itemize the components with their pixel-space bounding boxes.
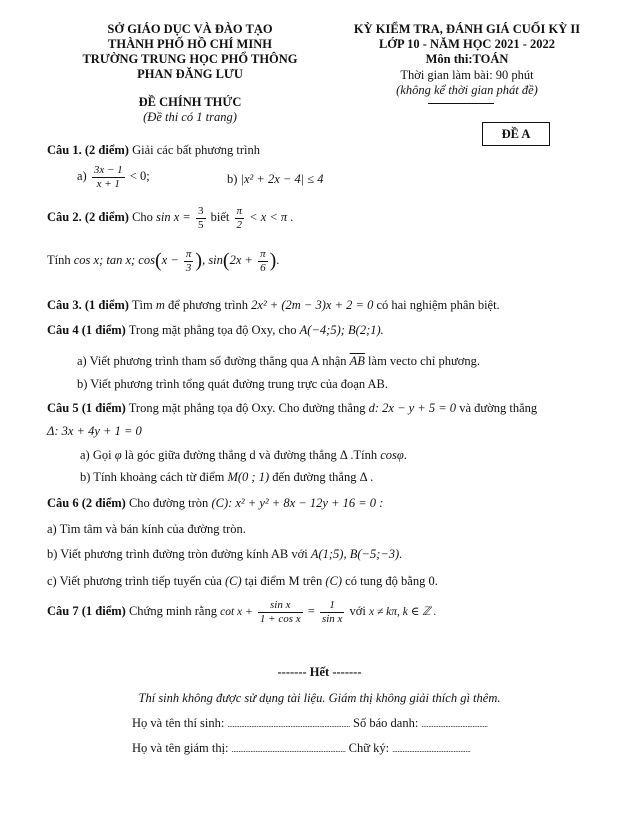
q2-sin-expr: sin x = <box>156 210 191 225</box>
q4: Câu 4 (1 điểm) Trong mặt phẳng tọa độ Oxy, cho A(−4;5); B(2;1). <box>47 323 384 337</box>
q6-label: Câu 6 (2 điểm) <box>47 496 126 510</box>
q7-condition: x ≠ kπ, k ∈ ℤ . <box>369 606 437 619</box>
candidate-name-label: Họ và tên thí sinh: <box>132 716 228 730</box>
q2-line2: Tính cos x; tan x; cos(x − $\frac{\pi}{3}$ ), sin(2x + $\frac{\pi}{6}$ ). <box>47 248 280 274</box>
q1-a-numerator: 3x − 1 <box>93 164 123 176</box>
q3: Câu 3. (1 điểm) Tìm m để phương trình 2x² + (2m − 3)x + 2 = 0 có hai nghiệm phân biệt. <box>47 298 500 312</box>
q6-part-c: c) Viết phương trình tiếp tuyến của (C) tại điểm M trên (C) có tung độ bằng 0. <box>47 574 438 588</box>
q4-part-b: b) Viết phương trình tổng quát đường trung trực của đoạn AB. <box>77 377 388 391</box>
q1-b-expression: |x² + 2x − 4| ≤ 4 <box>240 172 324 186</box>
proctor-name-blank: ................................................................... <box>231 745 346 754</box>
q5-label: Câu 5 (1 điểm) <box>47 401 126 415</box>
q6-part-a: a) Tìm tâm và bán kính của đường tròn. <box>47 522 246 536</box>
q1-b-label: b) <box>227 172 238 186</box>
q7-label: Câu 7 (1 điểm) <box>47 604 126 619</box>
q6: Câu 6 (2 điểm) Cho đường tròn (C): x² + y² + 8x − 12y + 16 = 0 : <box>47 496 384 510</box>
city-name: THÀNH PHỐ HỒ CHÍ MINH <box>108 37 272 51</box>
q5-line-delta: Δ: 3x + 4y + 1 = 0 <box>47 424 142 438</box>
header-underline <box>428 103 494 104</box>
page-count-note: (Đề thi có 1 trang) <box>143 110 237 124</box>
proctor-name-label: Họ và tên giám thị: <box>132 741 232 755</box>
grade-year: LỚP 10 - NĂM HỌC 2021 - 2022 <box>378 37 556 51</box>
q7-fraction-right: $\frac{1}{\text{sin x}}$ <box>321 599 343 625</box>
candidate-name-blank: ........................................................................ <box>227 720 350 729</box>
signature-blank: .............................................. <box>392 745 471 754</box>
q6-part-b: b) Viết phương trình đường tròn đường kính AB với A(1;5), B(−5;−3). <box>47 547 403 561</box>
q1-a-rest: < 0; <box>129 169 150 184</box>
q5-part-a: a) Gọi φ là góc giữa đường thẳng d và đường thẳng Δ .Tính cosφ. <box>80 448 407 462</box>
candidate-number-blank: ....................................... <box>421 720 488 729</box>
exam-code-box: ĐỀ A <box>482 122 550 146</box>
q2-compute-label: Tính <box>47 253 74 268</box>
signature-label: Chữ ký: <box>345 741 393 755</box>
candidate-info-line <box>132 716 488 731</box>
subject: Môn thi:TOÁN <box>425 52 509 66</box>
q3-label: Câu 3. (1 điểm) <box>47 298 129 312</box>
q1-part-a <box>77 164 150 190</box>
exam-time: Thời gian làm bài: 90 phút <box>400 68 534 82</box>
school-name-line2: PHAN ĐĂNG LƯU <box>137 67 243 81</box>
q1-label: Câu 1. (2 điểm) <box>47 143 129 157</box>
q2-range: < x < π . <box>249 210 294 225</box>
q2-given: biết <box>207 210 233 225</box>
q5-point-m: M(0 ; 1) <box>227 470 270 484</box>
q1-a-fraction <box>92 164 125 190</box>
q1-title <box>47 143 260 158</box>
q4-label: Câu 4 (1 điểm) <box>47 323 126 337</box>
candidate-number-label: Số báo danh: <box>349 716 422 730</box>
q2-sin-fraction: $\frac{3}{5}$ <box>198 205 204 231</box>
q2-pi-half-fraction: $\frac{\pi}{2}$ <box>236 205 243 231</box>
time-note: (không kể thời gian phát đề) <box>396 83 538 97</box>
q2-label: Câu 2. (2 điểm) <box>47 210 129 225</box>
exam-title: KỲ KIỂM TRA, ĐÁNH GIÁ CUỐI KỲ II <box>353 22 581 36</box>
q7: Câu 7 (1 điểm) Chứng minh rằng cot x + $\frac{\text{sin x}}{\text{1 + cos x}}$ = $\frac{1}{\text{sin x}}$ với x ≠ kπ, k ∈ ℤ . <box>47 599 437 625</box>
q4-vector-ab: $\overline{AB}$ <box>349 354 365 368</box>
official-label: ĐỀ CHÍNH THỨC <box>138 95 242 109</box>
dept-name: SỞ GIÁO DỤC VÀ ĐÀO TẠO <box>107 22 273 36</box>
q6-circle-equation: (C): x² + y² + 8x − 12y + 16 = 0 : <box>211 496 384 510</box>
q2-line1 <box>47 205 293 231</box>
footer-note: Thí sinh không được sử dụng tài liệu. Giám thị không giải thích gì thêm. <box>138 691 501 705</box>
q2-text: Cho <box>128 210 157 225</box>
q4-points: A(−4;5); B(2;1). <box>299 323 384 337</box>
q1-a-denominator: x + 1 <box>96 177 120 190</box>
q5-line1: Câu 5 (1 điểm) Trong mặt phẳng tọa độ Oxy. Cho đường thẳng d: 2x − y + 5 = 0 và đường thẳng <box>47 401 538 415</box>
q2-pi-sixth-fraction: $\frac{\pi}{6}$ <box>260 248 266 274</box>
school-name-line1: TRƯỜNG TRUNG HỌC PHỔ THÔNG <box>82 52 298 66</box>
q4-part-a: a) Viết phương trình tham số đường thẳng qua A nhận $\overline{AB}$ làm vecto chỉ phương. <box>77 354 481 368</box>
q5-line-d: d: 2x − y + 5 = 0 <box>368 401 457 415</box>
q1-a-label: a) <box>77 169 87 184</box>
q3-equation: 2x² + (2m − 3)x + 2 = 0 <box>251 298 374 312</box>
proctor-info-line <box>132 741 470 756</box>
q7-fraction-left: $\frac{\text{sin x}}{\text{1 + cos x}}$ <box>259 599 301 625</box>
end-marker: ------- Hết ------- <box>277 665 362 679</box>
q5-part-b: b) Tính khoảng cách từ điểm M(0 ; 1) đến đường thẳng Δ . <box>80 470 374 484</box>
q2-pi-third-fraction: $\frac{\pi}{3}$ <box>185 248 192 274</box>
q1-part-b <box>227 172 324 187</box>
q6-points: A(1;5), B(−5;−3). <box>310 547 403 561</box>
q1-text: Giải các bất phương trình <box>128 143 261 157</box>
